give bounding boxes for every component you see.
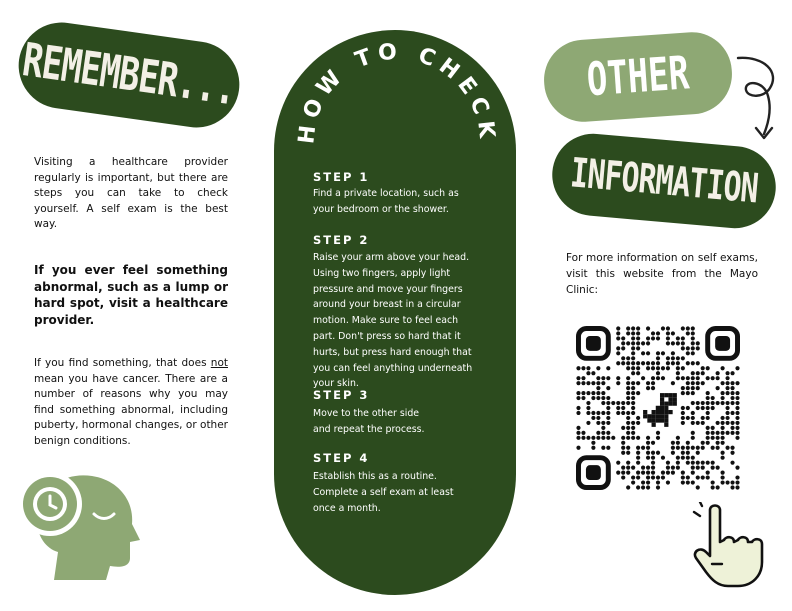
remember-heading-pill bbox=[13, 17, 245, 133]
more-info-paragraph: For more information on self exams, visit this website from the Mayo Clinic: bbox=[566, 252, 758, 296]
curved-arrow-icon bbox=[734, 52, 786, 144]
step-2-text: Raise your arm above your head. Using two fingers, apply light pressure and move your fingers around your breast in a circular motion. Make sure to feel each part. Don't press so hard that it hurts, but press hard enough that you can feel anything underneath your skin. bbox=[313, 252, 473, 390]
step-1-title: STEP 1 bbox=[313, 170, 370, 184]
remember-heading: REMEMBER... bbox=[19, 33, 239, 117]
other-heading-pill bbox=[541, 30, 734, 125]
step-4-title: STEP 4 bbox=[313, 451, 370, 465]
other-heading: OTHER bbox=[585, 46, 691, 108]
underlined-word: not bbox=[210, 357, 228, 369]
intro-paragraph: Visiting a healthcare provider regularly is important, but there are steps you can take to check yourself. A self exam is the best way. bbox=[34, 156, 228, 230]
information-heading: INFORMATION bbox=[568, 149, 760, 213]
warning-paragraph: If you ever feel something abnormal, such as a lump or hard spot, visit a healthcare provider. bbox=[34, 263, 228, 327]
step-2-title: STEP 2 bbox=[313, 233, 370, 247]
how-to-check-heading bbox=[274, 30, 516, 170]
qr-code[interactable] bbox=[576, 326, 740, 490]
step-3-text: Move to the other side and repeat the process. bbox=[313, 408, 425, 435]
step-3-title: STEP 3 bbox=[313, 388, 370, 402]
step-1-text: Find a private location, such as your bedroom or the shower. bbox=[313, 188, 459, 215]
information-heading-pill bbox=[549, 130, 779, 231]
reassurance-paragraph: If you find something, that does not mean you have cancer. There are a number of reasons why you may find something abnormal, including puberty, hormonal changes, or other benign conditions. bbox=[34, 357, 228, 447]
step-4-text: Establish this as a routine. Complete a self exam at least once a month. bbox=[313, 471, 454, 514]
svg-text:HOW TO CHECK: HOW TO CHECK bbox=[294, 39, 500, 146]
pointing-hand-icon bbox=[692, 502, 772, 590]
head-clock-icon bbox=[14, 468, 142, 586]
